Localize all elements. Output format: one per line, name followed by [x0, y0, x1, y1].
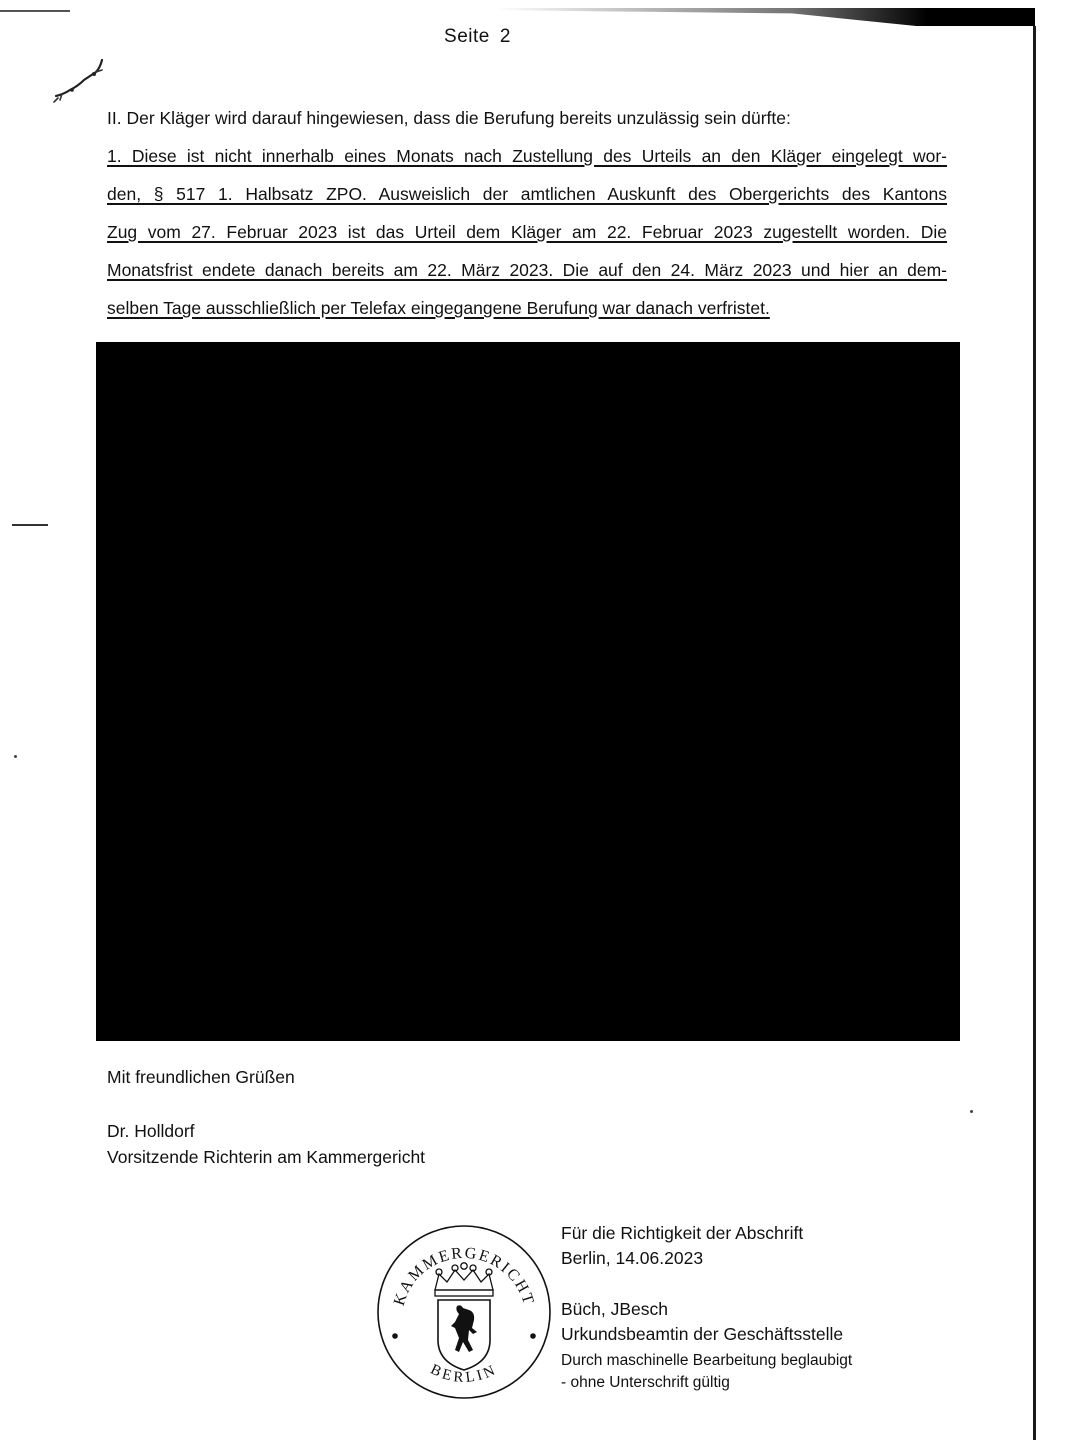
scan-shadow [495, 8, 1035, 26]
scan-edge-mark [0, 10, 70, 12]
paragraph-line: den, § 517 1. Halbsatz ZPO. Ausweislich der amtlichen Auskunft des Obergerichts des Kantons [107, 184, 947, 204]
certification-note: - ohne Unterschrift gültig [561, 1374, 730, 1391]
crown-icon [435, 1263, 493, 1296]
scan-speck [14, 755, 17, 758]
page-header [0, 26, 955, 48]
paragraph-line: Monatsfrist endete danach bereits am 22. März 2023. Die auf den 24. März 2023 und hier an dem- [107, 260, 947, 280]
paragraph-line: 1. Diese ist nicht innerhalb eines Monats nach Zustellung des Urteils an den Kläger eingelegt wor- [107, 146, 947, 166]
certification-line: Für die Richtigkeit der Abschrift [561, 1223, 804, 1243]
closing-greeting: Mit freundlichen Grüßen [107, 1067, 295, 1087]
clerk-name: Büch, JBesch [561, 1299, 668, 1319]
redaction-block [96, 342, 960, 1041]
paragraph-line: selben Tage ausschließlich per Telefax eingegangene Berufung war danach verfristet. [107, 298, 770, 318]
scan-page-edge [1033, 26, 1036, 1440]
signer-name: Dr. Holldorf [107, 1121, 195, 1141]
paragraph-line: Zug vom 27. Februar 2023 ist das Urteil dem Kläger am 22. Februar 2023 zugestellt worden. Die [107, 222, 947, 242]
certification-note: Durch maschinelle Bearbeitung beglaubigt [561, 1352, 853, 1369]
court-seal [375, 1222, 553, 1400]
seal-top-text: KAMMERGERICHT [390, 1244, 538, 1308]
certification-date: Berlin, 14.06.2023 [561, 1248, 704, 1268]
signer-title: Vorsitzende Richterin am Kammergericht [107, 1147, 426, 1167]
page-number: 2 [499, 26, 511, 47]
seal-bottom-text: BERLIN [427, 1361, 501, 1387]
scan-speck [970, 1110, 973, 1113]
punch-mark [12, 524, 48, 526]
page-label: Seite [444, 26, 490, 47]
pen-mark-icon [50, 50, 110, 110]
intro-paragraph: II. Der Kläger wird darauf hingewiesen, dass die Berufung bereits unzulässig sein dürfte: [107, 108, 791, 128]
bear-shield-icon [438, 1300, 490, 1370]
point-1-paragraph [107, 143, 947, 333]
clerk-title: Urkundsbeamtin der Geschäftsstelle [561, 1324, 844, 1344]
